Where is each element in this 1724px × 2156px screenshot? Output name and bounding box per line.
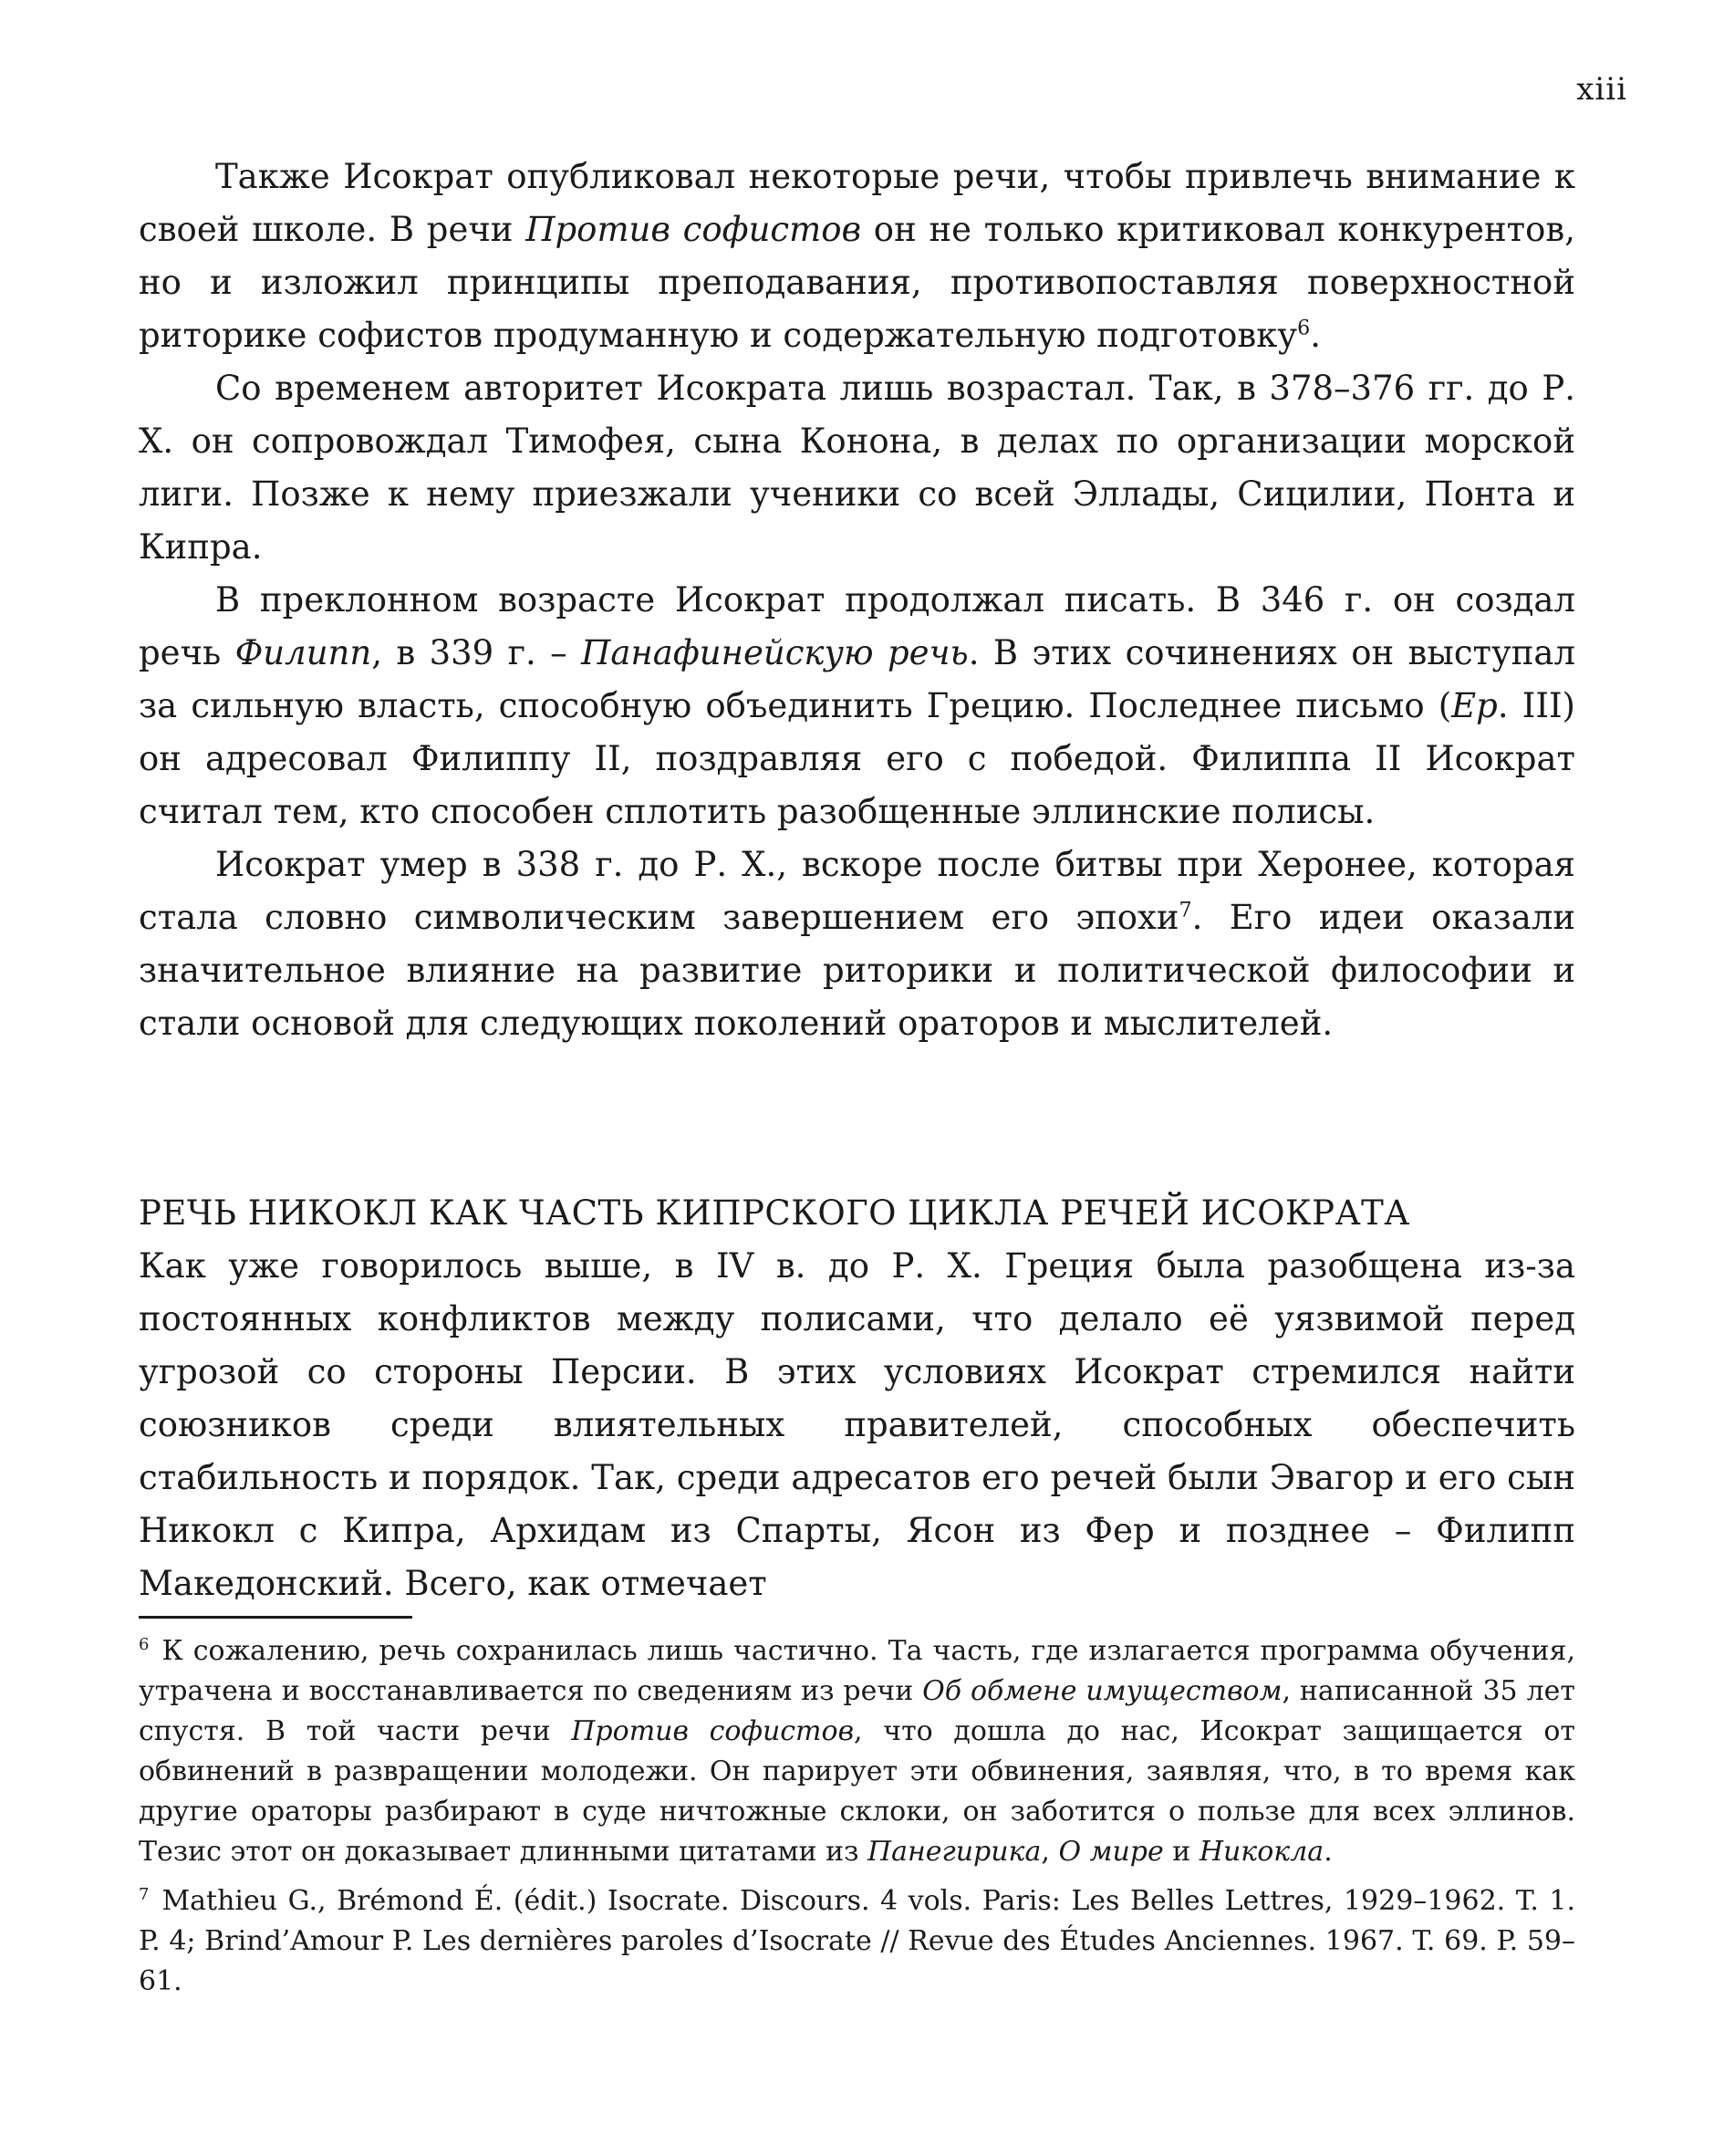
paragraph-3 <box>139 574 1575 838</box>
work-title: Об обмене имуществом <box>922 1675 1283 1707</box>
footnotes <box>139 1631 1575 2011</box>
text-span: . <box>1324 1836 1333 1868</box>
text-span: и <box>1163 1836 1200 1868</box>
work-title: Филипп <box>234 633 372 672</box>
paragraph-4 <box>139 838 1575 1050</box>
footnote-6 <box>139 1631 1575 1872</box>
work-title: Против софистов <box>525 210 862 249</box>
footnote-ref-7[interactable]: 7 <box>1179 898 1192 922</box>
text-span: Также Исократ опубликовал некоторые речи, чтобы привлечь внимание к своей школе. В речи <box>139 157 1575 249</box>
work-abbrev: Ep <box>1451 686 1498 725</box>
text-span: . Его идеи оказали значительное влияние на развитие риторики и политической философии и стали основой для следующих поколений ораторов и мыслителей. <box>139 898 1575 1043</box>
work-title: Панафинейскую речь <box>581 633 969 672</box>
work-title: Никокла <box>1199 1836 1324 1868</box>
text-span: В преклонном возрасте Исократ продолжал писать. В 346 г. он создал речь <box>139 580 1575 672</box>
section-paragraph: Как уже говорилось выше, в IV в. до Р. Х. Греция была разобщена из-за постоянных конфликтов между полисами, что делало её уязвимой перед угрозой со стороны Персии. В этих условиях Исократ стремился найти союзников среди влиятельных правителей, способных обеспечить стабильность и порядок. Так, среди адресатов его речей были Эвагор и его сын Никокл с Кипра, Архидам из Спарты, Ясон из Фер и позднее – Филипп Македонский. Всего, как отмечает <box>139 1246 1575 1603</box>
text-span: , что дошла до нас, Исократ защищается от обвинений в развращении молодежи. Он парирует эти обвинения, заявляя, что, в то время как другие ораторы разбирают в суде ничтожные склоки, он заботится о пользе для всех эллинов. Тезис этот он доказывает длинными цитатами из <box>139 1715 1575 1868</box>
text-span: Mathieu G., Brémond É. (édit.) Isocrate. Discours. 4 vols. Paris: Les Belles Lettres, 1929–1962. T. 1. P. 4; Brind’Amour P. Les dernières paroles d’Isocrate // Revue des Études Anciennes. 1967. T. 69. P. 59–61. <box>139 1885 1575 1997</box>
footnote-ref-6[interactable]: 6 <box>1297 316 1311 340</box>
main-text <box>139 151 1575 1610</box>
text-span: . В этих сочинениях он выступал за сильную власть, способную объединить Грецию. Последнее письмо ( <box>139 633 1575 725</box>
text-span: , написанной 35 лет спустя. В той части речи <box>139 1675 1575 1747</box>
page-number: xiii <box>1576 71 1627 108</box>
text-span: К сожалению, речь сохранилась лишь частично. Та часть, где излагается программа обучения, утрачена и восстанавливается по сведениям из речи <box>139 1635 1575 1707</box>
text-span: , в 339 г. – <box>371 633 582 672</box>
work-title: О мире <box>1058 1836 1164 1868</box>
work-title: Против софистов <box>571 1715 855 1747</box>
section-heading: РЕЧЬ НИКОКЛ КАК ЧАСТЬ КИПРСКОГО ЦИКЛА РЕЧЕЙ ИСОКРАТА <box>139 1193 1410 1233</box>
text-span: , <box>1041 1836 1059 1868</box>
paragraph-2: Со временем авторитет Исократа лишь возрастал. Так, в 378–376 гг. до Р. Х. он сопровождал Тимофея, сына Конона, в делах по организации морской лиги. Позже к нему приезжали ученики со всей Эллады, Сицилии, Понта и Кипра. <box>139 369 1575 567</box>
text-span: . III) он адресовал Филиппу II, поздравляя его с победой. Филиппа II Исократ считал тем, кто способен сплотить разобщенные эллинские полисы. <box>139 686 1575 831</box>
text-span: Исократ умер в 338 г. до Р. Х., вскоре после битвы при Херонее, которая стала словно символическим завершением его эпохи <box>139 845 1575 937</box>
footnote-7 <box>139 1881 1575 2002</box>
paragraph-1 <box>139 151 1575 362</box>
footnote-number: 6 <box>139 1635 150 1654</box>
text-span: . <box>1310 316 1322 355</box>
footnote-divider <box>139 1616 412 1619</box>
footnote-number: 7 <box>139 1885 150 1904</box>
work-title: Панегирика <box>867 1836 1042 1868</box>
text-span: он не только критиковал конкурентов, но и изложил принципы преподавания, противопоставляя поверхностной риторике софистов продуманную и содержательную подготовку <box>139 210 1575 355</box>
